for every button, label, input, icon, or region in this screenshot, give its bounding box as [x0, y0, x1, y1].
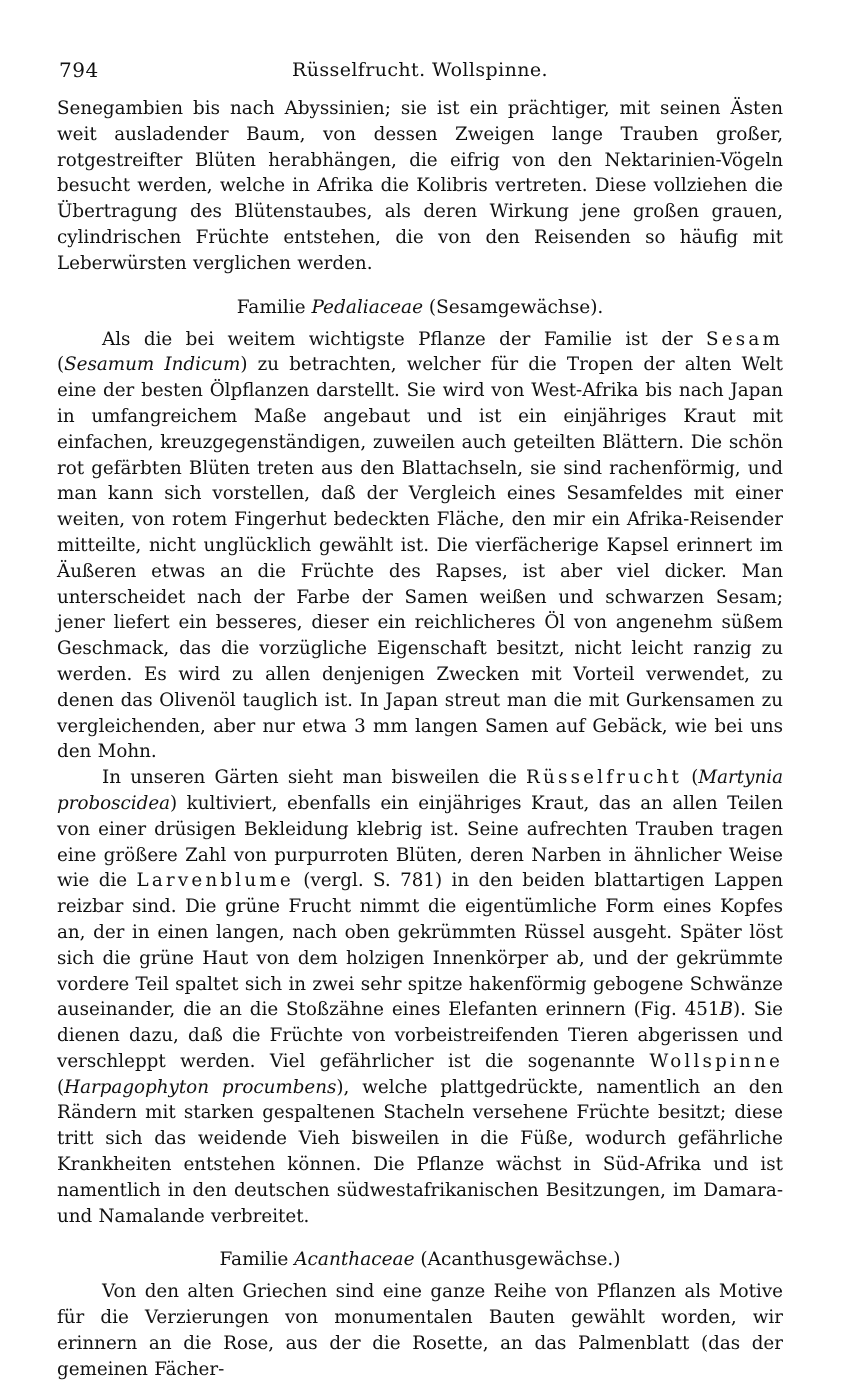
heading-latin-name: Acanthaceae [294, 1249, 415, 1271]
spaced-term-ruesselfrucht: Rüsselfrucht [526, 767, 683, 789]
section-heading-acanthaceae [57, 1247, 783, 1273]
heading-german-name: (Sesamgewächse). [423, 296, 604, 318]
text-run: ( [57, 354, 65, 376]
figure-letter: B [719, 999, 734, 1021]
section-heading-pedaliaceae [57, 295, 783, 321]
text-run: ) kultiviert, ebenfalls ein einjähriges Kraut, das an allen Teilen von einer drüsigen Bekleidung klebrig ist. Seine aufrechten Trauben tragen eine größere Zahl von purpurroten Blüten, deren Narben in ähnlicher Weise wie die [57, 792, 783, 892]
text-run: In unseren Gärten sieht man bisweilen die [102, 767, 527, 789]
spaced-term-larvenblume: Larvenblume [136, 870, 294, 892]
text-run: ), welche plattgedrückte, namentlich an den Rändern mit starken gespaltenen Stacheln versehene Früchte besitzt; diese tritt sich das weidende Vieh bisweilen in die Füße, wodurch gefährliche Krankheiten entstehen können. Die Pflanze wächst in Süd-Afrika und ist namentlich in den deutschen südwestafrikanischen Besitzungen, im Damara- und Namalande verbreitet. [57, 1076, 784, 1227]
heading-prefix: Familie [236, 296, 312, 318]
page-number: 794 [59, 58, 99, 82]
latin-name-harpagophyton: Harpagophyton procumbens [64, 1076, 337, 1098]
heading-prefix: Familie [219, 1249, 295, 1271]
paragraph-continuation: Senegambien bis nach Abyssinien; sie ist ein prächtiger, mit seinen Ästen weit ausladender Baum, von dessen Zweigen lange Trauben großer, rotgestreifter Blüten herabhängen, die eifrig von den Nektarinien-Vögeln besucht werden, welche in Afrika die Kolibris vertreten. Diese vollziehen die Übertragung des Blütenstaubes, als deren Wirkung jene großen grauen, cylindrischen Früchte entstehen, die von den Reisenden so häufig mit Leberwürsten verglichen werden. [57, 98, 783, 274]
text-run: ( [682, 767, 699, 789]
heading-latin-name: Pedaliaceae [311, 296, 424, 318]
text-run: Als die bei weitem wichtigste Pflanze der Familie ist der [102, 328, 707, 350]
latin-name-martynia: Martynia proboscidea [57, 767, 783, 814]
book-page [57, 52, 783, 1383]
paragraph-ruesselfrucht [57, 765, 783, 1229]
text-run: ). Sie dienen dazu, daß die Früchte von vorbeistreifenden Tieren abgerissen und verschleppt werden. Viel gefährlicher ist die sogenannte [57, 999, 783, 1072]
paragraph-acanthus: Von den alten Griechen sind eine ganze Reihe von Pflanzen als Motive für die Verzierungen von monumentalen Bauten gewählt worden, wir erinnern an die Rose, aus der die Rosette, an das Palmenblatt (das der gemeinen Fächer- [57, 1281, 783, 1380]
latin-name-sesamum: Sesamum Indicum [64, 354, 241, 376]
spaced-term-wollspinne: Wollspinne [649, 1050, 783, 1072]
running-title: Rüsselfrucht. Wollspinne. [292, 59, 548, 81]
text-run: ) zu betrachten, welcher für die Tropen der alten Welt eine der besten Ölpflanzen darstellt. Sie wird von West-Afrika bis nach Japan in umfangreichem Maße angebaut und ist ein einjähriges Kraut mit einfachen, kreuzgegenständigen, zuweilen auch geteilten Blättern. Die schön rot gefärbten Blüten treten aus den Blattachseln, sie sind rachenförmig, und man kann sich vorstellen, daß der Vergleich eines Sesamfeldes mit einer weiten, von rotem Fingerhut bedeckten Fläche, den mir ein Afrika-Reisender mitteilte, nicht unglücklich gewählt ist. Die vierfächerige Kapsel erinnert im Äußeren etwas an die Früchte des Rapses, ist aber viel dicker. Man unterscheidet nach der Farbe der Samen weißen und schwarzen Sesam; jener liefert ein besseres, dieser ein reichlicheres Öl von angenehm süßem Geschmack, das die vorzügliche Eigenschaft besitzt, nicht leicht ranzig zu werden. Es wird zu allen denjenigen Zwecken mit Vorteil verwendet, zu denen das Olivenöl tauglich ist. In Japan streut man die mit Gurkensamen zu vergleichenden, aber nur etwa 3 mm langen Samen auf Gebäck, wie bei uns den Mohn. [57, 354, 783, 763]
paragraph-sesam [57, 327, 783, 766]
spaced-term-sesam: Sesam [706, 328, 783, 350]
running-head [57, 52, 783, 88]
text-run: ( [57, 1076, 65, 1098]
heading-german-name: (Acanthusgewächse.) [414, 1249, 621, 1271]
text-run: (vergl. S. 781) in den beiden blattartigen Lappen reizbar sind. Die grüne Frucht nimmt die eigentümliche Form eines Kopfes an, der in einen langen, nach oben gekrümmten Rüssel ausgeht. Später löst sich die grüne Haut von dem holzigen Innenkörper ab, und der gekrümmte vordere Teil spaltet sich in zwei sehr spitze hakenförmig gebogene Schwänze auseinander, die an die Stoßzähne eines Elefanten erinnern (Fig. 451 [57, 870, 783, 1021]
